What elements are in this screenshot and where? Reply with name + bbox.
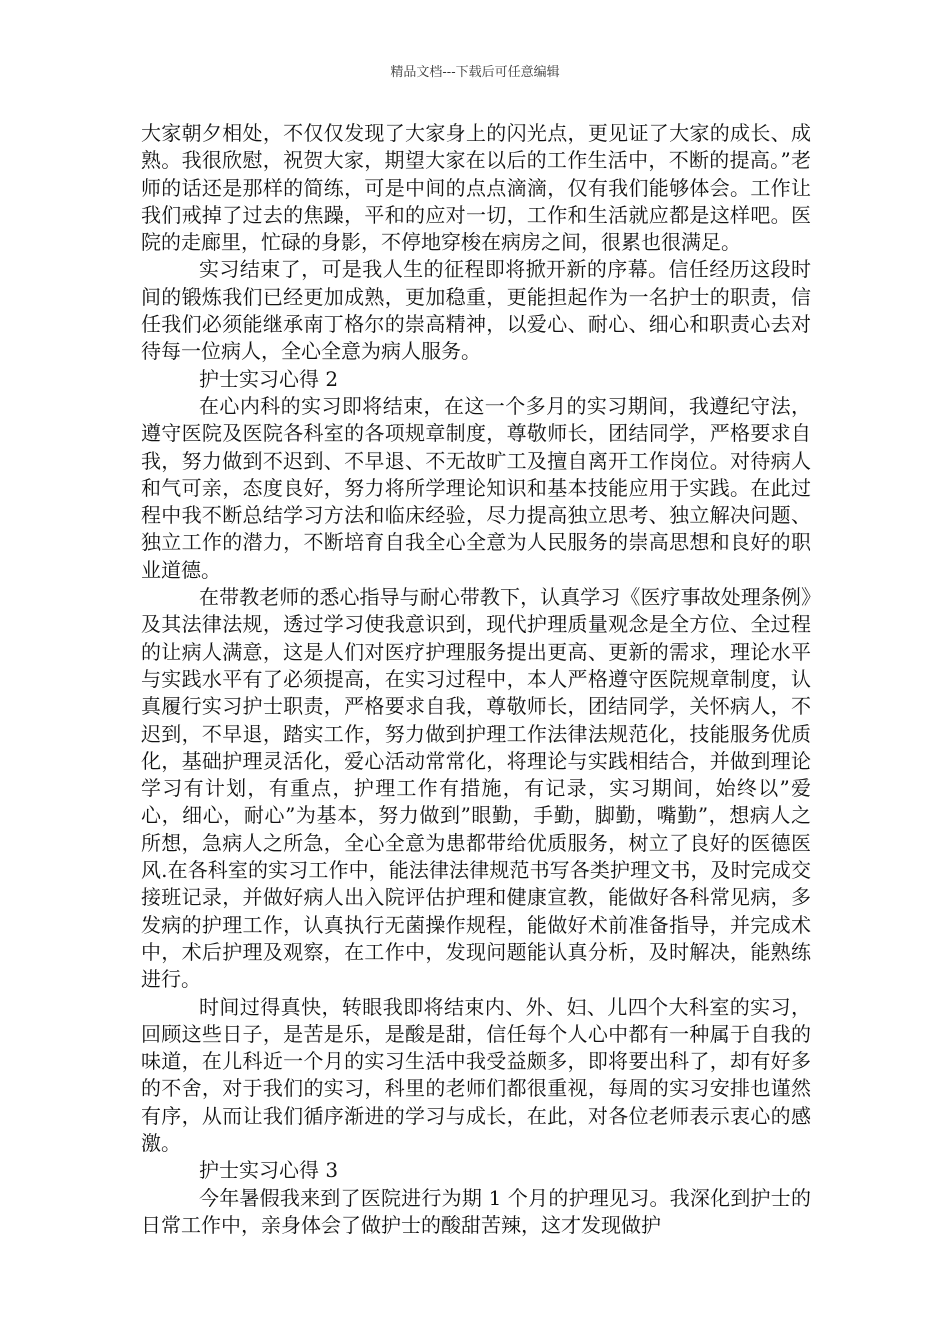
paragraph-3: 在心内科的实习即将结束，在这一个多月的实习期间，我遵纪守法，遵守医院及医院各科室的各项规章制度，尊敬师长，团结同学，严格要求自我，努力做到不迟到、不早退、不无故旷工及擅自离开工作岗位。对待病人和气可亲，态度良好，努力将所学理论知识和基本技能应用于实践。在此过程中我不断总结学习方法和临床经验，尽力提高独立思考、独立解决问题、独立工作的潜力，不断培育自我全心全意为人民服务的崇高思想和良好的职业道德。 (141, 393, 811, 582)
paragraph-5: 时间过得真快，转眼我即将结束内、外、妇、儿四个大科室的实习，回顾这些日子，是苦是乐，是酸是甜，信任每个人心中都有一种属于自我的味道，在儿科近一个月的实习生活中我受益颇多，即将要出科了，却有好多的不舍，对于我们的实习，科里的老师们都很重视，每周的实习安排也谨然有序，从而让我们循序渐进的学习与成长，在此，对各位老师表示衷心的感激。 (141, 994, 811, 1155)
page-header: 精品文档---下载后可任意编辑 (390, 65, 560, 80)
paragraph-4: 在带教老师的悉心指导与耐心带教下，认真学习《医疗事故处理条例》及其法律法规，透过学习使我意识到，现代护理质量观念是全方位、全过程的让病人满意，这是人们对医疗护理服务提出更高、更新的需求，理论水平与实践水平有了必须提高，在实习过程中，本人严格遵守医院规章制度，认真履行实习护士职责，严格要求自我，尊敬师长，团结同学，关怀病人，不迟到，不早退，踏实工作，努力做到护理工作法律法规范化，技能服务优质化，基础护理灵活化，爱心活动常常化，将理论与实践相结合，并做到理论学习有计划，有重点，护理工作有措施，有记录，实习期间，始终以”爱心，细心，耐心”为基本，努力做到”眼勤，手勤，脚勤，嘴勤”，想病人之所想，急病人之所急，全心全意为患都带给优质服务，树立了良好的医德医风.在各科室的实习工作中，能法律法律规范书写各类护理文书，及时完成交接班记录，并做好病人出入院评估护理和健康宣教，能做好各科常见病，多发病的护理工作，认真执行无菌操作规程，能做好术前准备指导，并完成术中，术后护理及观察，在工作中，发现问题能认真分析，及时解决，能熟练进行。 (141, 585, 811, 992)
paragraph-2: 实习结束了，可是我人生的征程即将掀开新的序幕。信任经历这段时间的锻炼我们已经更加成熟，更加稳重，更能担起作为一名护士的职责，信任我们必须能继承南丁格尔的崇高精神，以爱心、耐心、细心和职责心去对待每一位病人，全心全意为病人服务。 (141, 257, 811, 364)
document-body (141, 120, 811, 1239)
paragraph-6: 今年暑假我来到了医院进行为期 1 个月的护理见习。我深化到护士的日常工作中，亲身体会了做护士的酸甜苦辣，这才发现做护 (141, 1185, 811, 1237)
section-heading-3: 护士实习心得 3 (199, 1158, 339, 1183)
section-heading-2: 护士实习心得 2 (199, 366, 339, 391)
paragraph-1: 大家朝夕相处，不仅仅发现了大家身上的闪光点，更见证了大家的成长、成熟。我很欣慰，祝贺大家，期望大家在以后的工作生活中，不断的提高。”老师的话还是那样的简练，可是中间的点点滴滴，仅有我们能够体会。工作让我们戒掉了过去的焦躁，平和的应对一切，工作和生活就应都是这样吧。医院的走廊里，忙碌的身影，不停地穿梭在病房之间，很累也很满足。 (141, 121, 811, 255)
